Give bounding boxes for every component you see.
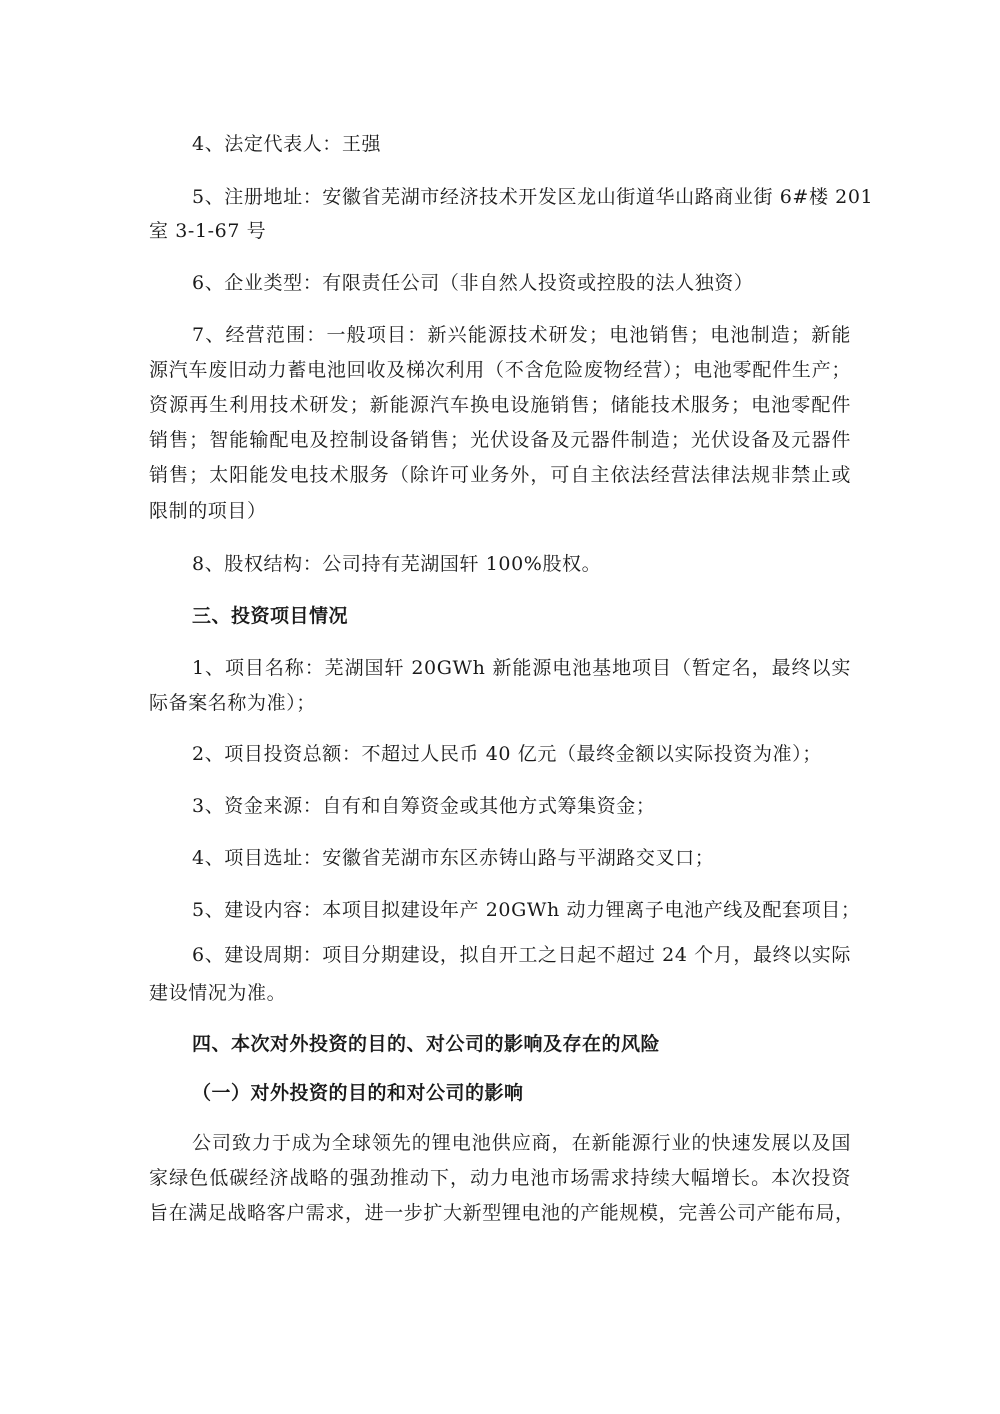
purpose-paragraph-line-2: 家绿色低碳经济战略的强劲推动下，动力电池市场需求持续大幅增长。本次投资 [149, 1167, 851, 1189]
construction-period-line-1: 6、建设周期：项目分期建设，拟自开工之日起不超过 24 个月，最终以实际 [192, 944, 851, 966]
equity-structure-line: 8、股权结构：公司持有芜湖国轩 100%股权。 [192, 553, 602, 575]
business-scope-line-2: 源汽车废旧动力蓄电池回收及梯次利用（不含危险废物经营）；电池零配件生产； [149, 359, 851, 381]
construction-period-line-2: 建设情况为准。 [149, 982, 287, 1004]
section-3-heading: 三、投资项目情况 [192, 605, 349, 627]
funding-source-line: 3、资金来源：自有和自筹资金或其他方式筹集资金； [192, 795, 656, 817]
project-name-line-2: 际备案名称为准）； [149, 692, 316, 714]
section-4-heading: 四、本次对外投资的目的、对公司的影响及存在的风险 [192, 1033, 661, 1055]
business-scope-line-5: 销售；太阳能发电技术服务（除许可业务外，可自主依法经营法律法规非禁止或 [149, 464, 851, 486]
registered-address-line-2: 室 3-1-67 号 [149, 220, 267, 242]
business-scope-line-3: 资源再生利用技术研发；新能源汽车换电设施销售；储能技术服务；电池零配件 [149, 394, 851, 416]
section-4-subheading: （一）对外投资的目的和对公司的影响 [192, 1082, 524, 1104]
purpose-paragraph-line-3: 旨在满足战略客户需求，进一步扩大新型锂电池的产能规模，完善公司产能布局， [149, 1202, 855, 1224]
business-scope-line-6: 限制的项目） [149, 500, 267, 522]
company-type-line: 6、企业类型：有限责任公司（非自然人投资或控股的法人独资） [192, 272, 754, 294]
project-name-line-1: 1、项目名称：芜湖国轩 20GWh 新能源电池基地项目（暂定名，最终以实 [192, 657, 851, 679]
business-scope-line-4: 销售；智能输配电及控制设备销售；光伏设备及元器件制造；光伏设备及元器件 [149, 429, 851, 451]
registered-address-line-1: 5、注册地址：安徽省芜湖市经济技术开发区龙山街道华山路商业街 6#楼 201 [192, 186, 874, 208]
business-scope-line-1: 7、经营范围：一般项目：新兴能源技术研发；电池销售；电池制造；新能 [192, 324, 851, 346]
purpose-paragraph-line-1: 公司致力于成为全球领先的锂电池供应商，在新能源行业的快速发展以及国 [192, 1132, 851, 1154]
legal-representative-line: 4、法定代表人：王强 [192, 133, 382, 155]
construction-content-line: 5、建设内容：本项目拟建设年产 20GWh 动力锂离子电池产线及配套项目； [192, 899, 861, 921]
project-location-line: 4、项目选址：安徽省芜湖市东区赤铸山路与平湖路交叉口； [192, 847, 715, 869]
total-investment-line: 2、项目投资总额：不超过人民币 40 亿元（最终金额以实际投资为准）； [192, 743, 822, 765]
